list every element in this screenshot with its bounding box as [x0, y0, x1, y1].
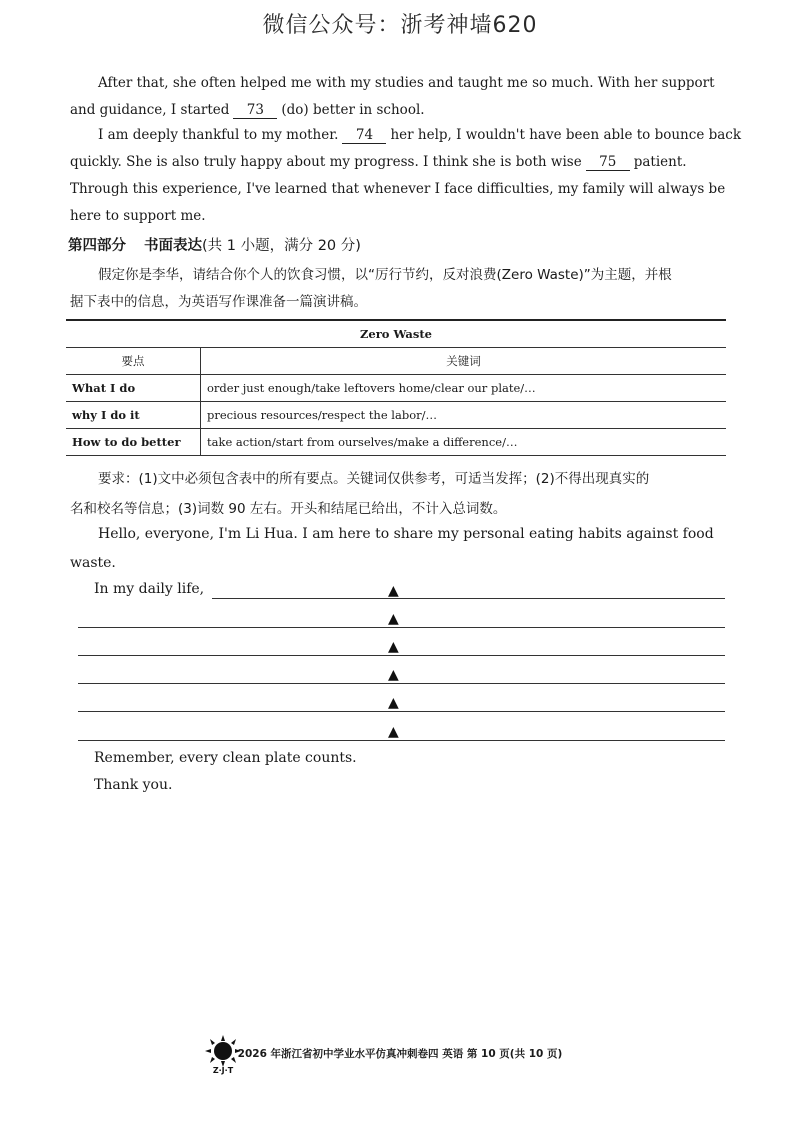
essay-opening-line: waste. [70, 555, 116, 571]
passage-text: and guidance, I started [70, 102, 230, 118]
essay-opening [70, 520, 730, 578]
passage-line [70, 122, 742, 149]
table-row [66, 375, 726, 402]
passage-text: her help, I wouldn't have been able to bounce back [390, 127, 742, 143]
table-cell-keywords: take action/start from ourselves/make a difference/… [201, 429, 727, 456]
section-4-heading [68, 234, 361, 255]
section-name: 书面表达 [144, 238, 202, 254]
requirements [70, 464, 730, 524]
essay-closing-line: Thank you. [94, 777, 173, 793]
passage-text: patient. [633, 154, 687, 170]
requirements-line: 要求：(1)文中必须包含表中的所有要点。关键词仅供参考，可适当发挥；(2)不得出现真实的 [98, 471, 650, 487]
answer-marker-icon: ▲ [388, 583, 399, 599]
table-header-points: 要点 [66, 348, 201, 375]
blank-73: 73 [233, 102, 277, 119]
writing-prompt [70, 262, 730, 316]
answer-marker-icon: ▲ [388, 695, 399, 711]
blank-74: 74 [342, 127, 386, 144]
prompt-line: 假定你是李华，请结合你个人的饮食习惯，以“厉行节约，反对浪费(Zero Waste)”为主题，并根 [98, 267, 672, 283]
writing-line [78, 627, 725, 628]
writing-line [212, 598, 725, 599]
table-cell-point: why I do it [66, 402, 201, 429]
table-cell-point: How to do better [66, 429, 201, 456]
page-footer: 2026 年浙江省初中学业水平仿真冲刺卷四 英语 第 10 页(共 10 页) [237, 1048, 563, 1060]
watermark-header: 微信公众号：浙考神墙620 [262, 13, 538, 38]
answer-marker-icon: ▲ [388, 611, 399, 627]
answer-marker-icon: ▲ [388, 639, 399, 655]
blank-75: 75 [586, 154, 630, 171]
passage-line: Through this experience, I've learned that whenever I face difficulties, my family will always be [70, 181, 726, 197]
answer-marker-icon: ▲ [388, 724, 399, 740]
table-cell-point: What I do [66, 375, 201, 402]
table-title: Zero Waste [66, 320, 726, 348]
writing-line [78, 740, 725, 741]
table-header-keywords: 关键词 [201, 348, 727, 375]
prompt-line: 据下表中的信息，为英语写作课准备一篇演讲稿。 [70, 294, 367, 310]
passage-line [70, 149, 730, 176]
section-number: 第四部分 [68, 238, 126, 254]
passage-line [70, 97, 730, 124]
essay-opening-line: Hello, everyone, I'm Li Hua. I am here to share my personal eating habits against food [98, 526, 714, 542]
passage-text: (do) better in school. [281, 102, 425, 118]
passage-paragraph-1 [70, 70, 730, 124]
passage-text: quickly. She is also truly happy about my progress. I think she is both wise [70, 154, 582, 170]
table-cell-keywords: precious resources/respect the labor/… [201, 402, 727, 429]
passage-line: here to support me. [70, 208, 206, 224]
table-row [66, 429, 726, 456]
svg-text:Z·J·T: Z·J·T [212, 1066, 234, 1075]
table-cell-keywords: order just enough/take leftovers home/clear our plate/… [201, 375, 727, 402]
table-row [66, 402, 726, 429]
essay-lead-in: In my daily life, [94, 581, 205, 597]
passage-paragraph-2 [70, 122, 742, 230]
passage-line: After that, she often helped me with my studies and taught me so much. With her support [98, 75, 715, 91]
section-score-note: (共 1 小题，满分 20 分) [202, 238, 361, 254]
zero-waste-table [66, 319, 726, 456]
writing-line [78, 655, 725, 656]
answer-marker-icon: ▲ [388, 667, 399, 683]
writing-line [78, 683, 725, 684]
passage-text: I am deeply thankful to my mother. [98, 127, 339, 143]
writing-line [78, 711, 725, 712]
essay-closing-line: Remember, every clean plate counts. [94, 750, 357, 766]
requirements-line: 名和校名等信息；(3)词数 90 左右。开头和结尾已给出，不计入总词数。 [70, 501, 507, 517]
